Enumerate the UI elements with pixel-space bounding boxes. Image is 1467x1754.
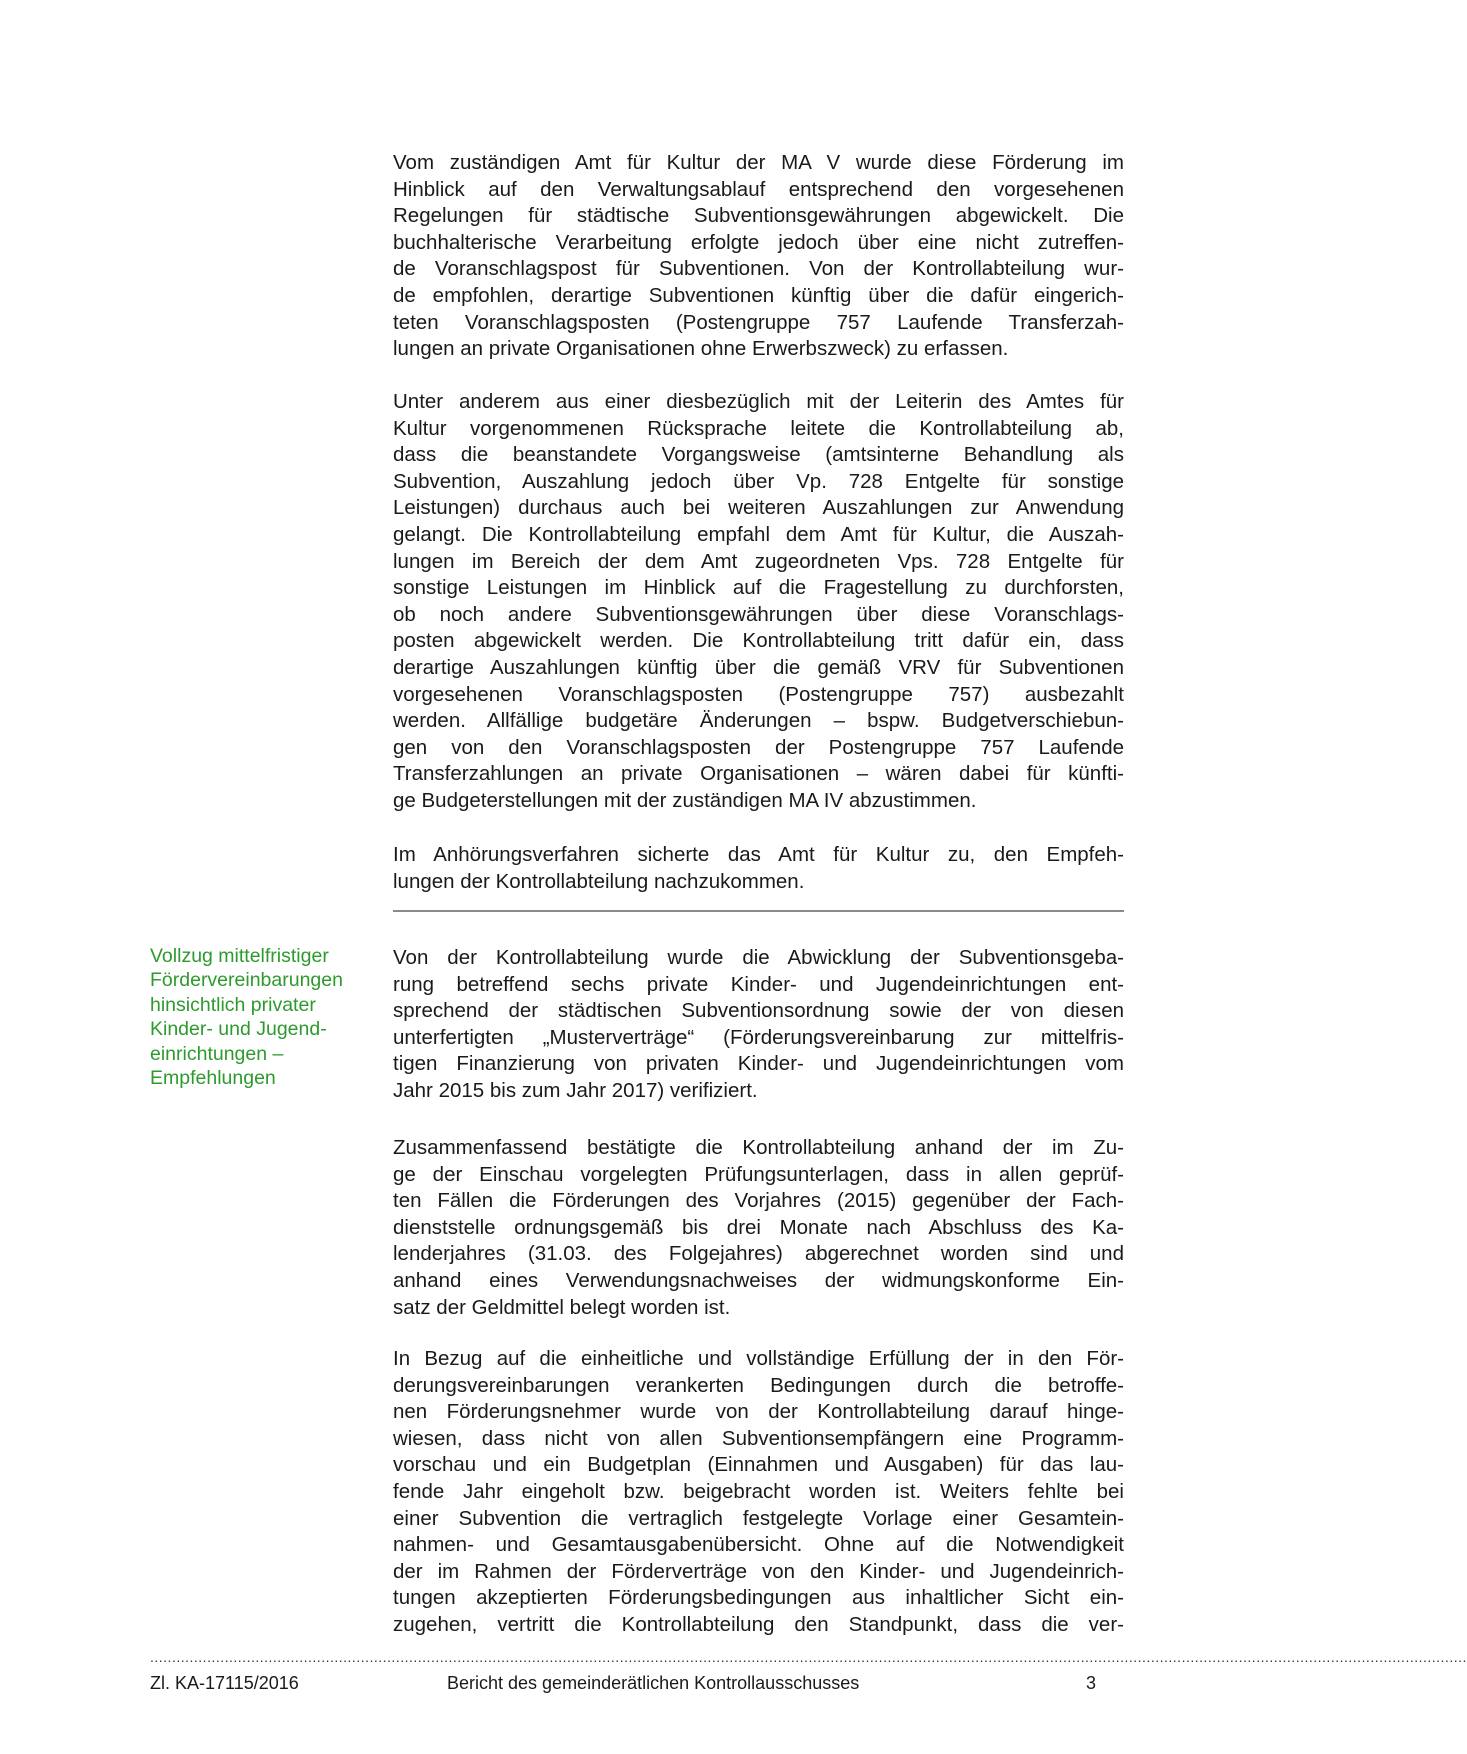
side-heading-line: Vollzug mittelfristiger — [150, 945, 329, 967]
text-line: dass die beanstandete Vorgangsweise (amtsinterne Behandlung als — [393, 443, 1124, 467]
footer-dotted-rule: ............................................................................................................................................................................................................................................................................................................ — [150, 1649, 1467, 1665]
text-line: Regelungen für städtische Subventionsgewährungen abgewickelt. Die — [393, 204, 1124, 228]
text-line: derungsvereinbarungen verankerten Bedingungen durch die betroffe- — [393, 1373, 1124, 1397]
text-line: buchhalterische Verarbeitung erfolgte jedoch über eine nicht zutreffen- — [393, 230, 1124, 254]
text-line: werden. Allfällige budgetäre Änderungen – bspw. Budgetverschiebun- — [393, 709, 1124, 733]
text-line: ge Budgeterstellungen mit der zuständigen MA IV abzustimmen. — [393, 788, 977, 812]
text-line: einer Subvention die vertraglich festgelegte Vorlage einer Gesamtein- — [393, 1506, 1124, 1530]
text-line: der im Rahmen der Förderverträge von den Kinder- und Jugendeinrich- — [393, 1559, 1124, 1583]
paragraph — [393, 1135, 1124, 1321]
text-line: Leistungen) durchaus auch bei weiteren Auszahlungen zur Anwendung — [393, 496, 1124, 520]
text-line: zugehen, vertritt die Kontrollabteilung den Standpunkt, dass die ver- — [393, 1612, 1124, 1636]
text-line: nen Förderungsnehmer wurde von der Kontrollabteilung darauf hinge- — [393, 1400, 1124, 1424]
side-heading-line: Fördervereinbarungen — [150, 969, 343, 992]
text-line: Im Anhörungsverfahren sicherte das Amt für Kultur zu, den Empfeh- — [393, 843, 1124, 866]
text-line: vorgesehenen Voranschlagsposten (Postengruppe 757) ausbezahlt — [393, 682, 1124, 706]
text-line: derartige Auszahlungen künftig über die gemäß VRV für Subventionen — [393, 655, 1124, 679]
text-line: ob noch andere Subventionsgewährungen über diese Voranschlags- — [393, 602, 1124, 626]
text-line: tigen Finanzierung von privaten Kinder- und Jugendeinrichtungen vom — [393, 1052, 1124, 1076]
text-line: Transferzahlungen an private Organisationen – wären dabei für künfti- — [393, 762, 1124, 786]
text-line: rung betreffend sechs private Kinder- und Jugendeinrichtungen ent- — [393, 972, 1124, 996]
text-line: ten Fällen die Förderungen des Vorjahres (2015) gegenüber der Fach- — [393, 1189, 1124, 1213]
side-heading-line: Kinder- und Jugend- — [150, 1018, 327, 1041]
text-line: sprechend der städtischen Subventionsordnung sowie der von diesen — [393, 999, 1124, 1023]
text-line: nahmen- und Gesamtausgabenübersicht. Ohne auf die Notwendigkeit — [393, 1533, 1124, 1557]
text-line: In Bezug auf die einheitliche und vollständige Erfüllung der in den För- — [393, 1347, 1124, 1370]
footer-reference: Zl. KA-17115/2016 — [150, 1673, 299, 1693]
text-line: fende Jahr eingeholt bzw. beigebracht worden ist. Weiters fehlte bei — [393, 1479, 1124, 1503]
text-line: posten abgewickelt werden. Die Kontrollabteilung tritt dafür ein, dass — [393, 629, 1124, 653]
text-line: tungen akzeptierten Förderungsbedingungen aus inhaltlicher Sicht ein- — [393, 1586, 1124, 1610]
text-line: Subvention, Auszahlung jedoch über Vp. 728 Entgelte für sonstige — [393, 469, 1124, 493]
side-heading-line: hinsichtlich privater — [150, 993, 316, 1016]
text-line: Zusammenfassend bestätigte die Kontrollabteilung anhand der im Zu- — [393, 1136, 1124, 1159]
footer-title: Bericht des gemeinderätlichen Kontrollausschusses — [447, 1673, 860, 1693]
text-line: sonstige Leistungen im Hinblick auf die Fragestellung zu durchforsten, — [393, 576, 1124, 600]
side-heading — [150, 944, 370, 1090]
side-heading-line: einrichtungen – — [150, 1042, 284, 1065]
text-line: lenderjahres (31.03. des Folgejahres) abgerechnet worden sind und — [393, 1242, 1124, 1266]
paragraph — [393, 1346, 1124, 1639]
text-line: de empfohlen, derartige Subventionen künftig über die dafür eingerich- — [393, 283, 1124, 307]
text-line: anhand eines Verwendungsnachweises der widmungskonforme Ein- — [393, 1268, 1124, 1292]
text-line: lungen im Bereich der dem Amt zugeordneten Vps. 728 Entgelte für — [393, 549, 1124, 573]
paragraph — [393, 945, 1124, 1105]
text-line: teten Voranschlagsposten (Postengruppe 757 Laufende Transferzah- — [393, 310, 1124, 334]
text-line: gelangt. Die Kontrollabteilung empfahl dem Amt für Kultur, die Auszah- — [393, 522, 1124, 546]
text-line: lungen der Kontrollabteilung nachzukommen. — [393, 869, 805, 893]
text-line: Unter anderem aus einer diesbezüglich mit der Leiterin des Amtes für — [393, 390, 1124, 413]
text-line: gen von den Voranschlagsposten der Postengruppe 757 Laufende — [393, 735, 1124, 759]
side-heading-line: Empfehlungen — [150, 1067, 276, 1090]
text-line: ge der Einschau vorgelegten Prüfungsunterlagen, dass in allen geprüf- — [393, 1162, 1124, 1186]
text-line: Jahr 2015 bis zum Jahr 2017) verifiziert. — [393, 1078, 758, 1102]
text-line: de Voranschlagspost für Subventionen. Von der Kontrollabteilung wur- — [393, 257, 1124, 281]
text-line: Von der Kontrollabteilung wurde die Abwicklung der Subventionsgeba- — [393, 946, 1124, 969]
text-line: dienststelle ordnungsgemäß bis drei Monate nach Abschluss des Ka- — [393, 1215, 1124, 1239]
text-line: wiesen, dass nicht von allen Subventionsempfängern eine Programm- — [393, 1426, 1124, 1450]
text-line: lungen an private Organisationen ohne Erwerbszweck) zu erfassen. — [393, 337, 1009, 361]
section-divider — [393, 910, 1124, 912]
page-number: 3 — [1086, 1673, 1097, 1693]
paragraph — [393, 150, 1124, 363]
text-line: unterfertigten „Musterverträge“ (Förderungsvereinbarung zur mittelfris- — [393, 1025, 1124, 1049]
paragraph — [393, 842, 1124, 895]
paragraph — [393, 389, 1124, 815]
text-line: satz der Geldmittel belegt worden ist. — [393, 1295, 731, 1319]
text-line: Vom zuständigen Amt für Kultur der MA V wurde diese Förderung im — [393, 151, 1124, 174]
text-line: Kultur vorgenommenen Rücksprache leitete die Kontrollabteilung ab, — [393, 416, 1124, 440]
text-line: Hinblick auf den Verwaltungsablauf entsprechend den vorgesehenen — [393, 177, 1124, 201]
text-line: vorschau und ein Budgetplan (Einnahmen und Ausgaben) für das lau- — [393, 1453, 1124, 1477]
